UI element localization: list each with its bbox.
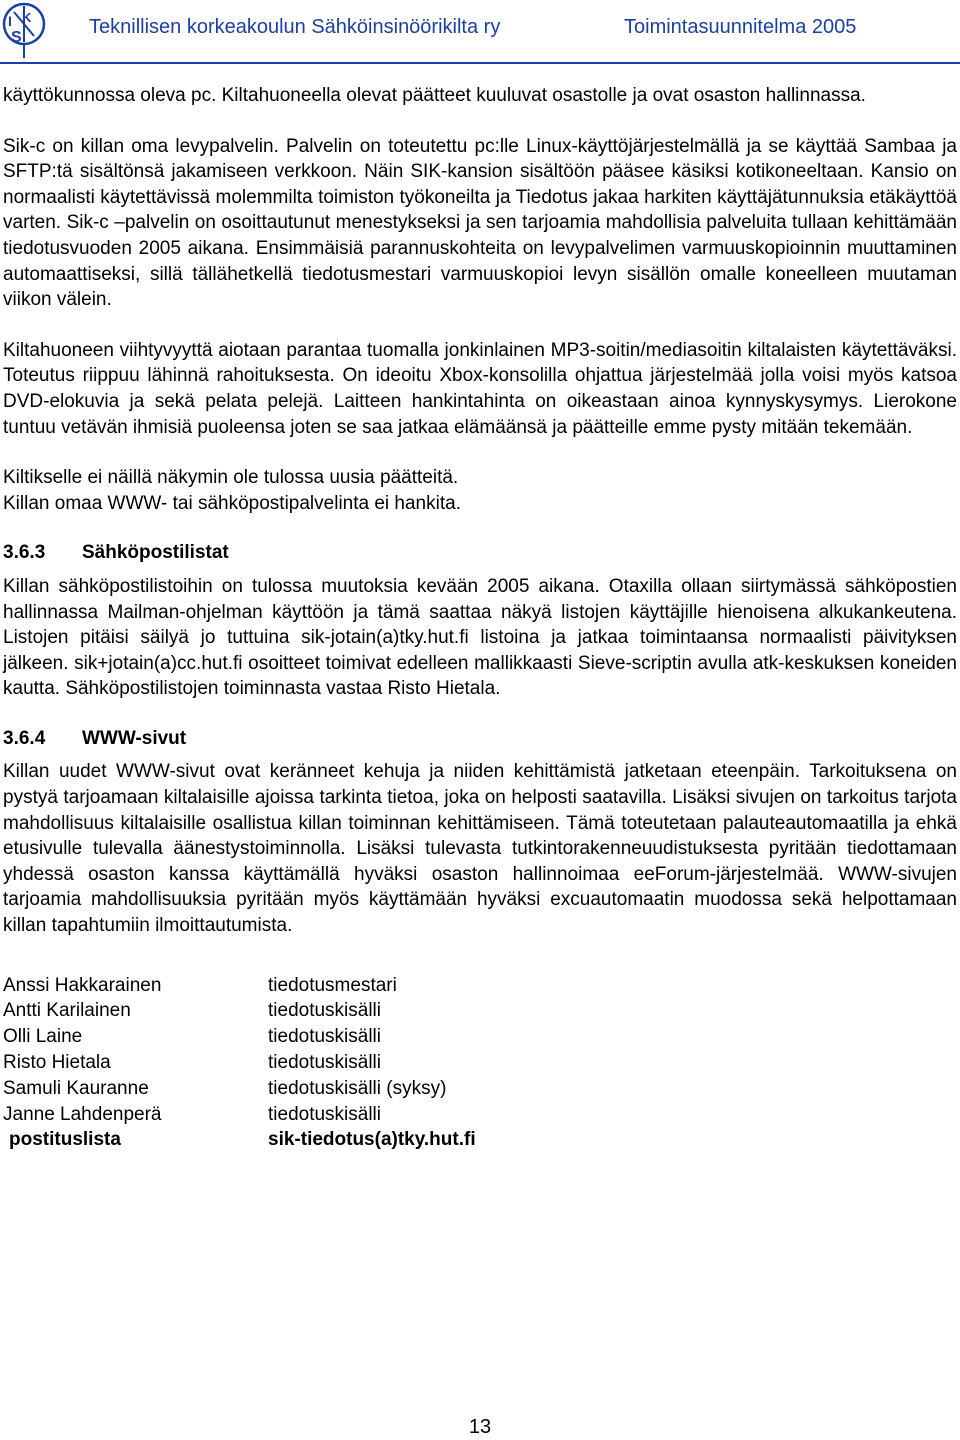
svg-text:I: I xyxy=(8,13,12,29)
contact-name: Olli Laine xyxy=(3,1026,83,1048)
page-header xyxy=(0,0,960,64)
contact-role: tiedotuskisälli (syksy) xyxy=(268,1077,447,1099)
contact-role: tiedotuskisälli xyxy=(268,1103,381,1125)
contact-role: tiedotuskisälli xyxy=(268,1026,381,1048)
paragraph-server: Killan omaa WWW- tai sähköpostipalvelinta ei hankita. xyxy=(3,492,461,514)
svg-text:S: S xyxy=(11,29,22,46)
document-body xyxy=(3,83,957,1153)
header-organization: Teknillisen korkeakoulun Sähköinsinöörikilta ry xyxy=(89,16,501,38)
svg-text:K: K xyxy=(22,10,32,25)
guild-logo xyxy=(2,2,46,60)
section-number: 3.6.3 xyxy=(3,542,46,564)
section-title: Sähköpostilistat xyxy=(82,542,229,564)
contact-role: tiedotuskisälli xyxy=(268,1000,381,1022)
paragraph-sik-c: Sik-c on killan oma levypalvelin. Palvelin on toteutettu pc:lle Linux-käyttöjärjestelmällä ja se käyttää Sambaa ja SFTP:tä sisältönsä jakamiseen verkkoon. Näin SIK-kansion sisältöön pääsee käsiksi kotikoneeltaan. Kansio on normaalisti käytettävissä molemmilta toimiston työkoneilta ja Tiedotus jakaa harkiten käyttäjätunnuksia etäkäyttöä varten. Sik-c –palvelin on osoittautunut menestykseksi ja sen tarjoamia mahdollisia palveluita tullaan kehittämään tiedotusvuoden 2005 aikana. Ensimmäisiä parannuskohteita on levypalvelimen varmuuskopioinnin muuttaminen automaattiseksi, sillä tällähetkellä tiedotusmestari varmuuskopioi levyn sisällön omalle koneelleen muutaman viikon välein. xyxy=(3,135,957,311)
contact-name: Samuli Kauranne xyxy=(3,1077,149,1099)
paragraph-pc: käyttökunnossa oleva pc. Kiltahuoneella olevat päätteet kuuluvat osastolle ja ovat osaston hallinnassa. xyxy=(3,85,866,106)
header-divider xyxy=(0,62,960,64)
section-title: WWW-sivut xyxy=(82,727,187,749)
section-heading-www xyxy=(3,726,957,752)
header-document-title: Toimintasuunnitelma 2005 xyxy=(624,16,857,38)
paragraph-kiltahuone: Kiltahuoneen viihtyvyyttä aiotaan parantaa tuomalla jonkinlainen MP3-soitin/mediasoitin kiltalaisten käytettäväksi. Toteutus riippuu lähinnä rahoituksesta. On ideoitu Xbox-konsolilla ohjattua järjestelmää jolla voisi myös katsoa DVD-elokuvia ja sekä pelata pelejä. Laitteen hankintahinta on oikeastaan ainoa kynnyskysymys. Lierokone tuntuu vetävän ihmisiä puoleensa joten se saa jatkaa elämäänsä ja päätteille emme pysty mitään tekemään. xyxy=(3,339,957,438)
paragraph-terminals: Kiltikselle ei näillä näkymin ole tulossa uusia päätteitä. xyxy=(3,467,459,489)
contact-list xyxy=(3,973,957,1154)
contact-role: tiedotusmestari xyxy=(268,974,397,996)
mailing-list-address: sik-tiedotus(a)tky.hut.fi xyxy=(268,1129,476,1151)
mailing-list-label: postituslista xyxy=(9,1129,121,1151)
contact-name: Risto Hietala xyxy=(3,1052,111,1074)
contact-name: Janne Lahdenperä xyxy=(3,1103,162,1125)
section-number: 3.6.4 xyxy=(3,727,46,749)
contact-role: tiedotuskisälli xyxy=(268,1052,381,1074)
paragraph-www: Killan uudet WWW-sivut ovat keränneet kehuja ja niiden kehittämistä jatketaan eteenpäin. Tarkoituksena on pystyä tarjoamaan kiltalaisille ajoissa tarkinta tietoa, joka on helposti saatavilla. Lisäksi sivujen on tarkoitus tarjota mahdollisuus kiltalaisille osallistua killan toiminnan kehittämiseen. Tämä toteutetaan palauteautomaatilla ja ehkä etusivulle tulevalla äänestystoiminnolla. Lisäksi tulevasta tutkintorakenneuudistuksesta pyritään tiedottamaan yhdessä osaston kanssa käyttämällä hyväksi osaston hallinnoimaa eeForum-järjestelmää. WWW-sivujen tarjoamia mahdollisuuksia pyritään myös käyttämään hyväksi excuautomaatin muodossa sekä helpottamaan killan tapahtumiin ilmoittautumista. xyxy=(3,761,957,937)
section-heading-mailing-lists xyxy=(3,540,957,566)
contact-name: Antti Karilainen xyxy=(3,1000,131,1022)
paragraph-mailing-lists: Killan sähköpostilistoihin on tulossa muutoksia kevään 2005 aikana. Otaxilla ollaan siirtymässä sähköpostien hallinnassa Mailman-ohjelman käyttöön ja tämä saattaa näkyä listojen käyttäjille hienoisena alkukankeutena. Listojen pitäisi säilyä jo tuttuina sik-jotain(a)tky.hut.fi listoina ja jatkaa toimintaansa normaalisti päivityksen jälkeen. sik+jotain(a)cc.hut.fi osoitteet toimivat edelleen mallikkaasti Sieve-scriptin avulla atk-keskuksen koneiden kautta. Sähköpostilistojen toiminnasta vastaa Risto Hietala. xyxy=(3,575,957,700)
page-number: 13 xyxy=(468,1416,492,1438)
contact-name: Anssi Hakkarainen xyxy=(3,974,162,996)
